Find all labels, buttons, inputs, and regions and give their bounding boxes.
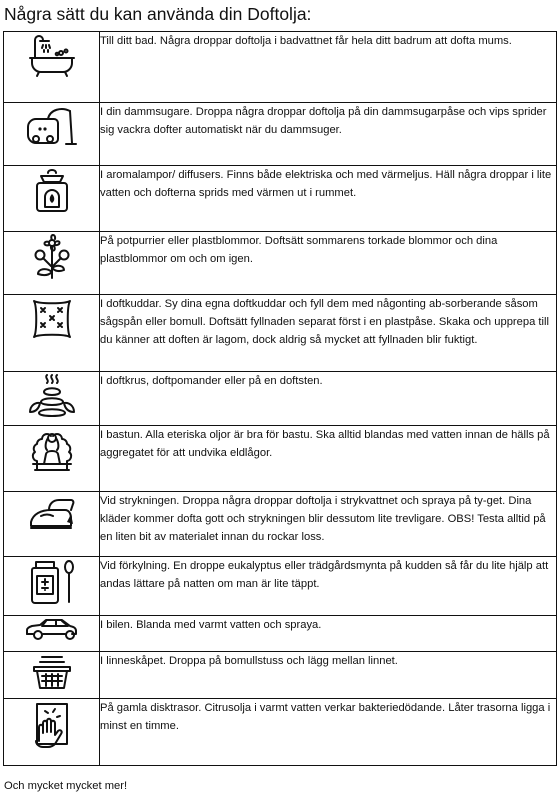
table-row — [4, 103, 557, 166]
list-item: Till ditt bad. Några droppar doftolja i badvattnet får hela ditt badrum att dofta mums. — [100, 32, 557, 103]
table-row — [4, 699, 557, 766]
list-item: I aromalampor/ diffusers. Finns både elektriska och med värmeljus. Häll några droppar i lite vatten och dofterna sprids med värmen ut i rummet. — [100, 166, 557, 232]
table-row — [4, 32, 557, 103]
laundry-basket-icon — [30, 652, 74, 692]
footer-note: Och mycket mycket mer! — [4, 780, 128, 792]
list-item: Vid strykningen. Droppa några droppar doftolja i strykvattnet och spraya på ty-get. Dina kläder kommer dofta gott och strykningen blir dessutom lite trevligare. OBS! Testa alltid på en liten bit av materialet innan du rockar loss. — [100, 492, 557, 557]
sauna-icon — [27, 426, 77, 478]
cleaning-cloth-icon — [29, 699, 75, 749]
table-row — [4, 426, 557, 492]
car-icon — [24, 616, 80, 642]
table-row — [4, 372, 557, 426]
list-item: I doftkuddar. Sy dina egna doftkuddar och fyll dem med någonting ab-sorberande såsom sågspån eller bomull. Doftsätt fyllnaden separat först i en plastpåse. Skaka och upprepa till du känner att doften är lagom, dock aldrig så mycket att fyllnaden blir fuktigt. — [100, 295, 557, 372]
bathtub-icon — [27, 32, 77, 78]
medicine-jar-icon — [26, 557, 78, 607]
list-item: I linneskåpet. Droppa på bomullstuss och lägg mellan linnet. — [100, 652, 557, 699]
list-item: I doftkrus, doftpomander eller på en doftsten. — [100, 372, 557, 426]
list-item: I bilen. Blanda med varmt vatten och spraya. — [100, 616, 557, 652]
list-item: På potpurrier eller plastblommor. Doftsätt sommarens torkade blommor och dina plastblommor om och om igen. — [100, 232, 557, 295]
list-item: På gamla disktrasor. Citrusolja i varmt vatten verkar bakteriedödande. Låter trasorna ligga i minst en timme. — [100, 699, 557, 766]
table-row — [4, 166, 557, 232]
table-row — [4, 557, 557, 616]
uses-table — [3, 31, 557, 766]
page-title: Några sätt du kan använda din Doftolja: — [4, 4, 312, 24]
clothes-iron-icon — [27, 492, 77, 536]
table-row — [4, 492, 557, 557]
spa-stones-icon — [27, 372, 77, 420]
table-row — [4, 652, 557, 699]
aroma-lamp-icon — [32, 166, 72, 216]
table-row — [4, 232, 557, 295]
flower-icon — [30, 232, 74, 282]
list-item: Vid förkylning. En droppe eukalyptus eller trädgårdsmynta på kudden så får du lite hjälp att andas lättare på natten om man är lite täppt. — [100, 557, 557, 616]
vacuum-cleaner-icon — [26, 103, 78, 149]
table-row — [4, 616, 557, 652]
table-row — [4, 295, 557, 372]
pillow-icon — [27, 295, 77, 343]
list-item: I din dammsugare. Droppa några droppar doftolja på din dammsugarpåse och vips sprider sig vackra dofter automatiskt när du dammsuger. — [100, 103, 557, 166]
list-item: I bastun. Alla eteriska oljor är bra för bastu. Ska alltid blandas med vatten innan de hälls på aggregatet för att undvika eldlågor. — [100, 426, 557, 492]
